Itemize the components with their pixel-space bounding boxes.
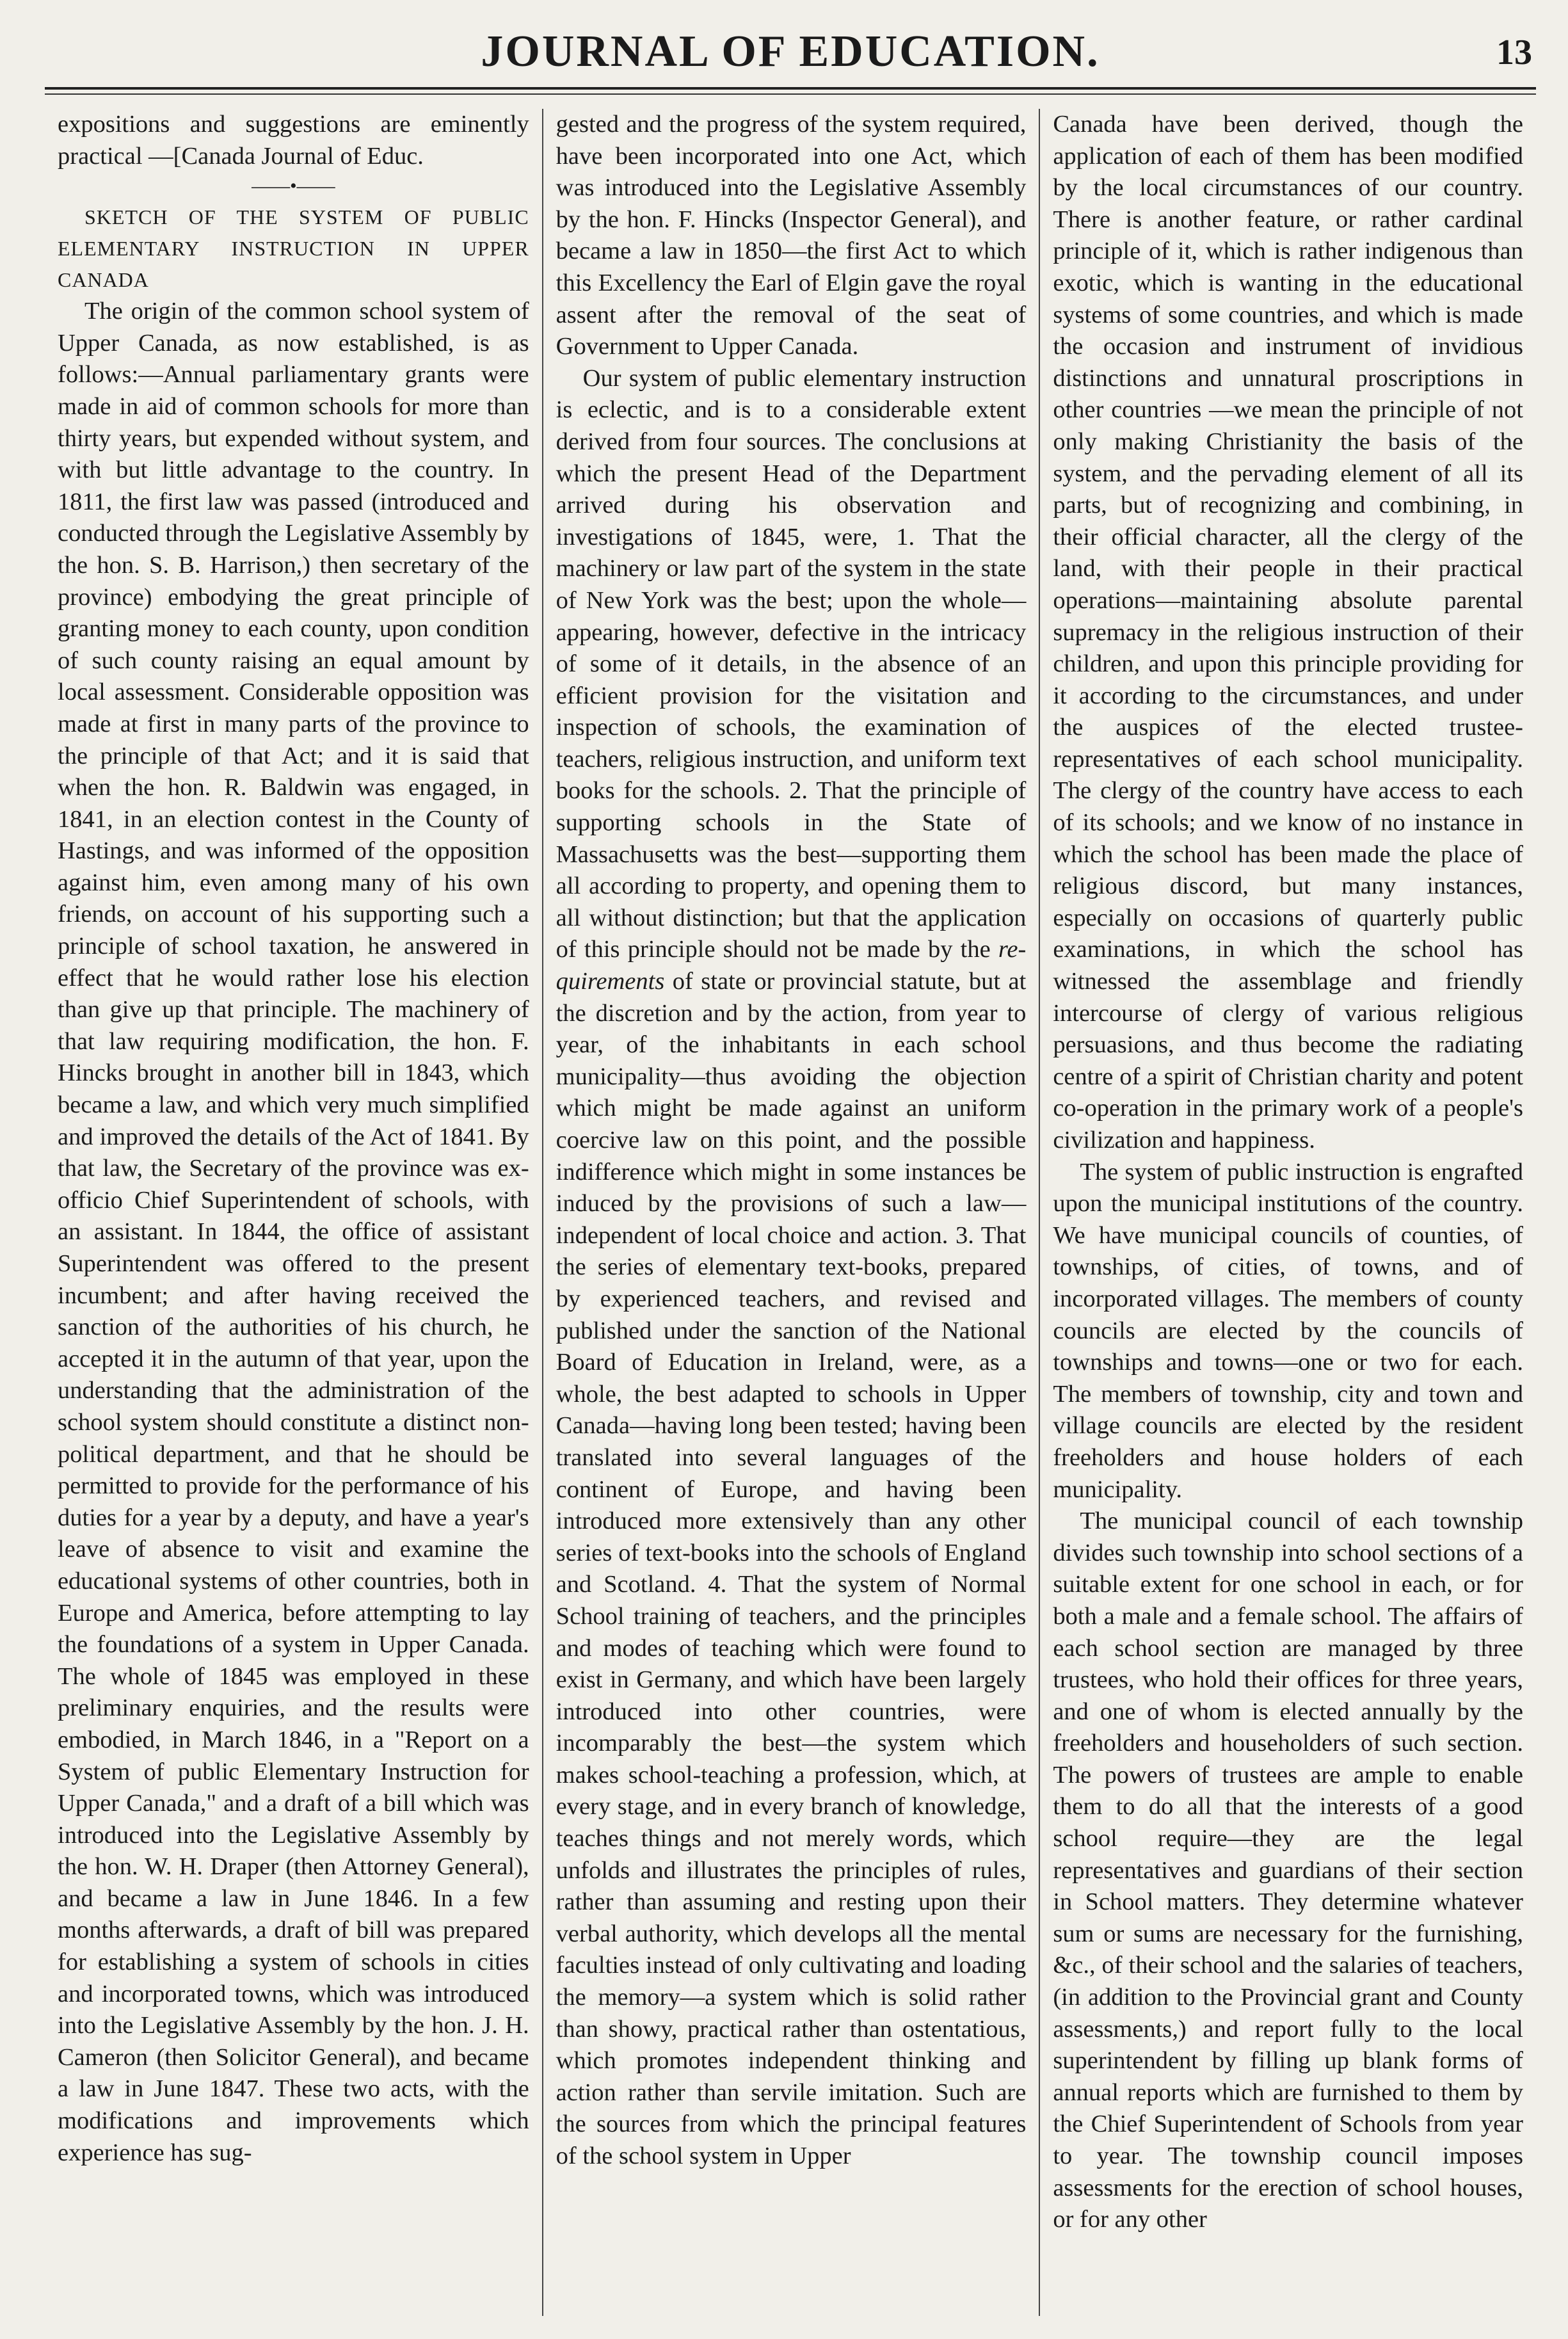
paragraph-text: of state or provincial statute, but at the discretion and by the action, from year to year, of the inhabitants in each school municipality—thus avoiding the objection which might be made against an uniform coercive law on this point, and the possible indifference which might in some instances be induced by the provisions of such a law—independent of local choice and action. 3. That the series of elementary text-books, prepared by experienced teachers, and revised and published under the sanction of the National Board of Education in Ireland, were, as a whole, the best adapted to schools in Upper Canada—having long been tested; having been translated into several languages of the continent of Europe, and having been introduced more extensively than any other series of text-books into the schools of England and Scotland. 4. That the system of Normal School training of teachers, and the principles and modes of teaching which were found to exist in Germany, and which have been largely introduced into other countries, were incomparably the best—the system which makes school-teaching a profession, which, at every stage, and in every branch of knowledge, teaches things and not merely words, which unfolds and illustrates the principles of rules, rather than assuming and resting upon their verbal authority, which develops all the mental faculties instead of only cultivating and loading the memory—a system which is solid rather than showy, practical rather than ostentatious, which promotes independent thinking and action rather than servile imitation. Such are the sources from which the principal features of the school system in Upper	[556, 968, 1027, 2169]
italic-text: re-quirements	[556, 936, 1027, 995]
section-heading: SKETCH OF THE SYSTEM OF PUBLIC ELEMENTARY INSTRUCTION IN UPPER CANADA	[58, 205, 529, 292]
paragraph: Canada have been derived, though the application of each of them has been modified by the local circumstances of our country. There is another feature, or rather cardinal principle of it, which is rather indigenous than exotic, which is wanting in the educational systems of some countries, and which is made the occasion and instrument of invidious distinctions and unnatural proscriptions in other countries —we mean the principle of not only making Christianity the basis of the system, and the pervading element of all its parts, but of recognizing and combining, in their official character, all the clergy of the land, with their people in their practical operations—maintaining absolute parental supremacy in the religious instruction of their children, and upon this principle providing for it according to the circumstances, and under the auspices of the elected trustee-representatives of each school municipality. The clergy of the country have access to each of its schools; and we know of no instance in which the school has been made the place of religious discord, but many instances, especially on occasions of quarterly public examinations, in which the school has witnessed the assemblage and friendly intercourse of clergy of various religious persuasions, and thus become the radiating centre of a spirit of Christian charity and potent co-operation in the primary work of a people's civilization and happiness.	[1053, 111, 1523, 1153]
column-middle	[542, 109, 1039, 2316]
paragraph	[556, 363, 1027, 2173]
paragraph: The origin of the common school system of Upper Canada, as now established, is as follows:—Annual parliamentary grants were made in aid of common schools for more than thirty years, but expended without system, and with but little advantage to the country. In 1811, the first law was passed (introduced and conducted through the Legislative Assembly by the hon. S. B. Harrison,) then secretary of the province) embodying the great principle of granting money to each county, upon condition of such county raising an equal amount by local assessment. Considerable opposition was made at first in many parts of the province to the principle of that Act; and it is said that when the hon. R. Baldwin was engaged, in 1841, in an election contest in the County of Hastings, and was informed of the opposition against him, even among many of his own friends, on account of his supporting such a principle of school taxation, he answered in effect that he would rather lose his election than give up that principle. The machinery of that law requiring modification, the hon. F. Hincks brought in another bill in 1843, which became a law, and which very much simplified and improved the details of the Act of 1841. By that law, the Secretary of the province was ex-officio Chief Superintendent of schools, with an assistant. In 1844, the office of assistant Superintendent was offered to the present incumbent; and after having received the sanction of the authorities of his church, he accepted it in the autumn of that year, upon the understanding that the administration of the school system should constitute a distinct non-political department, and that he should be permitted to provide for the performance of his duties for a year by a deputy, and have a year's leave of absence to visit and examine the educational systems of other countries, both in Europe and America, before attempting to lay the foundations of a system in Upper Canada. The whole of 1845 was employed in these preliminary enquiries, and the results were embodied, in March 1846, in a "Report on a System of public Elementary Instruction for Upper Canada," and a draft of a bill which was introduced into the Legislative Assembly by the hon. W. H. Draper (then Attorney General), and became a law in June 1846. In a few months afterwards, a draft of bill was prepared for establishing a system of schools in cities and incorporated towns, which was introduced into the Legislative Assembly by the hon. J. H. Cameron (then Solicitor General), and became a law in June 1847. These two acts, with the modifications and improvements which experience has sug-	[58, 298, 529, 2166]
page-number: 13	[1496, 33, 1532, 72]
paragraph: The municipal council of each township divides such township into school sections of a suitable extent for one school in each, or for both a male and a female school. The affairs of each school section are managed by three trustees, who hold their offices for three years, and one of whom is elected annually by the freeholders and householders of such section. The powers of trustees are ample to enable them to do all that the interests of a good school require—they are the legal representatives and guardians of their section in School matters. They determine whatever sum or sums are necessary for the furnishing, &c., of their school and the salaries of teachers, (in addition to the Provincial grant and County assessments,) and report fully to the local superintendent by filling up blank forms of annual reports which are furnished to them by the Chief Superintendent of Schools from year to year. The township council imposes assessments for the erection of school houses, or for any other	[1053, 1507, 1523, 2233]
masthead-rule-thick	[45, 87, 1536, 90]
paragraph: expositions and suggestions are eminently practical —[Canada Journal of Educ.	[58, 111, 529, 170]
section-separator: ——•——	[252, 175, 335, 197]
journal-title: JOURNAL OF EDUCATION.	[481, 27, 1100, 76]
masthead-rule-thin	[45, 93, 1536, 95]
column-left	[45, 109, 542, 2316]
paragraph-text: Our system of public elementary instruction is eclectic, and is to a considerable extent derived from four sources. The conclusions at which the present Head of the Department arrived during his observation and investigations of 1845, were, 1. That the machinery or law part of the system in the state of New York was the best; upon the whole—appearing, however, defective in the intricacy of some of it details, in the absence of an efficient provision for the visitation and inspection of schools, the examination of teachers, religious instruction, and uniform text books for the schools. 2. That the principle of supporting schools in the State of Massachusetts was the best—supporting them all according to property, and opening them to all without distinction; but that the application of this principle should not be made by the	[556, 364, 1027, 963]
paragraph: The system of public instruction is engrafted upon the municipal institutions of the country. We have municipal councils of counties, of townships, of cities, of towns, and of incorporated villages. The members of county councils are elected by the councils of townships and towns—one or two for each. The members of township, city and town and village councils are elected by the resident freeholders and house holders of each municipality.	[1053, 1158, 1523, 1503]
column-right	[1039, 109, 1536, 2316]
masthead	[45, 18, 1536, 101]
newspaper-page	[45, 18, 1536, 2316]
paragraph: gested and the progress of the system required, have been incorporated into one Act, which was introduced into the Legislative Assembly by the hon. F. Hincks (Inspector General), and became a law in 1850—the first Act to which this Excellency the Earl of Elgin gave the royal assent after the removal of the seat of Government to Upper Canada.	[556, 111, 1027, 360]
text-columns	[45, 109, 1536, 2316]
